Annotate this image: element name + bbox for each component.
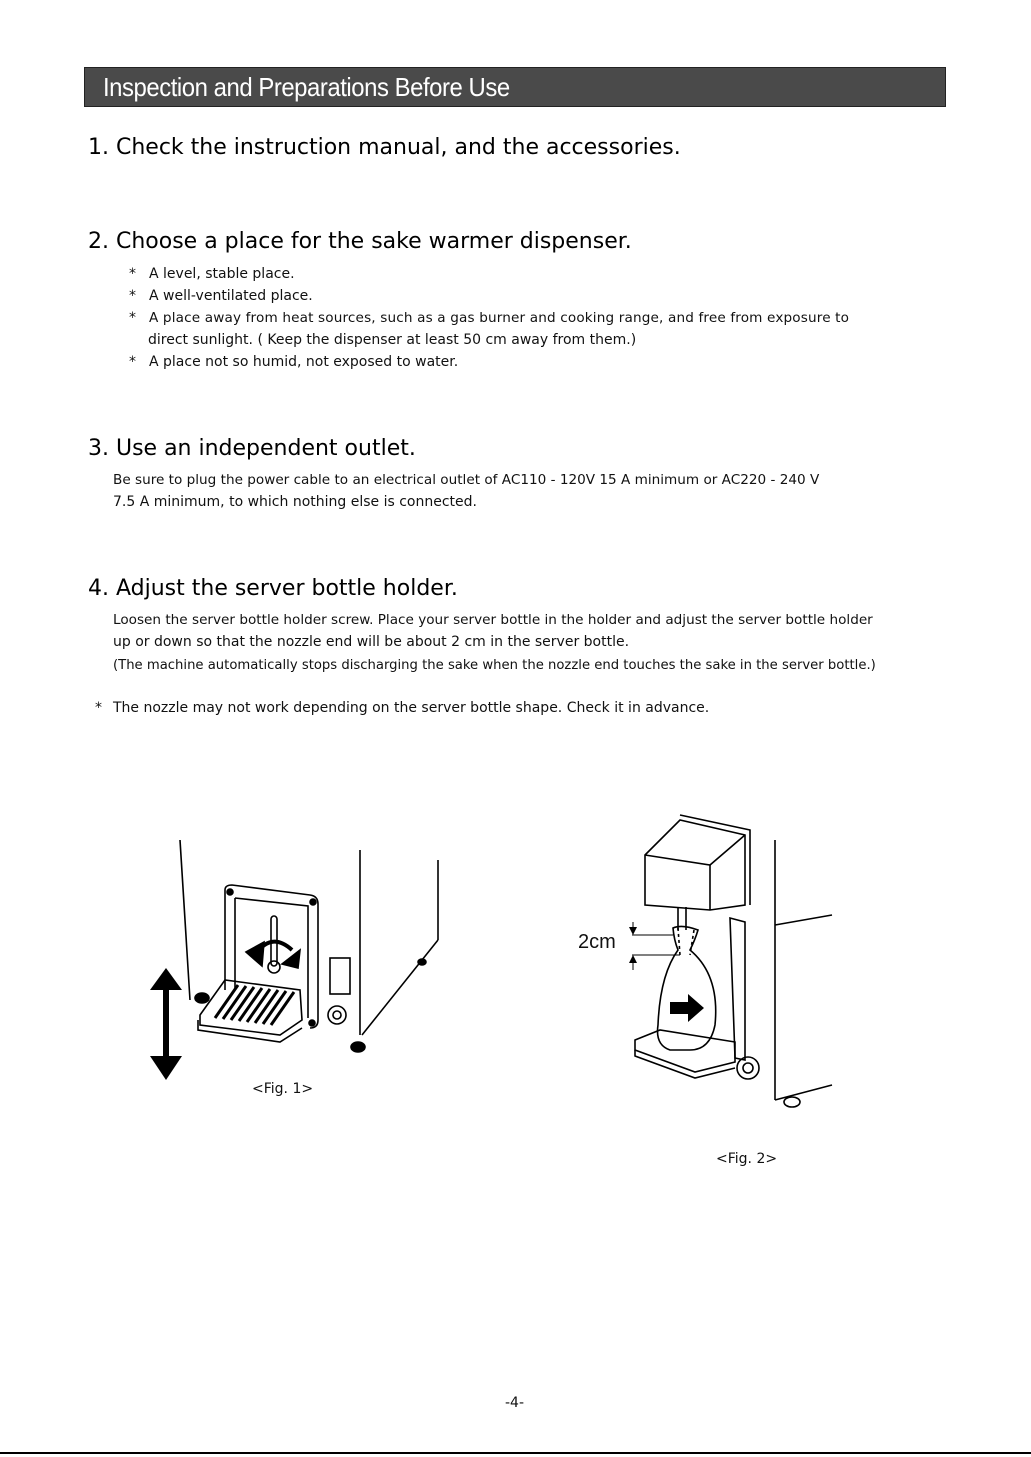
banner-title: Inspection and Preparations Before Use <box>103 72 510 102</box>
heading-3: 3. Use an independent outlet. <box>88 436 416 461</box>
bullet-mark: * <box>129 354 136 370</box>
place-item-3: A place away from heat sources, such as a gas burner and cooking range, and free from exposure to <box>149 310 850 326</box>
place-item-1: A level, stable place. <box>149 266 295 282</box>
figure-2-illustration <box>570 810 840 1115</box>
holder-note: The nozzle may not work depending on the server bottle shape. Check it in advance. <box>113 700 710 716</box>
section-banner <box>84 67 946 107</box>
heading-1: 1. Check the instruction manual, and the accessories. <box>88 135 681 160</box>
bottom-rule <box>0 1452 1031 1454</box>
figure-2-caption: <Fig. 2> <box>716 1151 778 1167</box>
figure-1-illustration <box>140 830 460 1090</box>
note-mark: * <box>95 700 102 716</box>
outlet-text-1: Be sure to plug the power cable to an electrical outlet of AC110 - 120V 15 A minimum or AC220 - 240 V <box>113 472 820 488</box>
bullet-mark: * <box>129 310 136 326</box>
outlet-text-2: 7.5 A minimum, to which nothing else is connected. <box>113 494 477 510</box>
bullet-mark: * <box>129 266 136 282</box>
heading-4: 4. Adjust the server bottle holder. <box>88 576 458 601</box>
place-item-3-cont: direct sunlight. ( Keep the dispenser at least 50 cm away from them.) <box>148 332 637 348</box>
place-item-2: A well-ventilated place. <box>149 288 313 304</box>
dimension-label: 2cm <box>578 931 616 953</box>
holder-text-1: Loosen the server bottle holder screw. Place your server bottle in the holder and adjust the server bottle holder <box>113 612 873 628</box>
holder-text-2: up or down so that the nozzle end will be about 2 cm in the server bottle. <box>113 634 630 650</box>
heading-2: 2. Choose a place for the sake warmer dispenser. <box>88 229 632 254</box>
page-number: -4- <box>505 1395 525 1411</box>
holder-text-3: (The machine automatically stops discharging the sake when the nozzle end touches the sake in the server bottle.) <box>113 658 876 673</box>
place-item-4: A place not so humid, not exposed to water. <box>149 354 459 370</box>
figure-1-caption: <Fig. 1> <box>252 1081 314 1097</box>
bullet-mark: * <box>129 288 136 304</box>
